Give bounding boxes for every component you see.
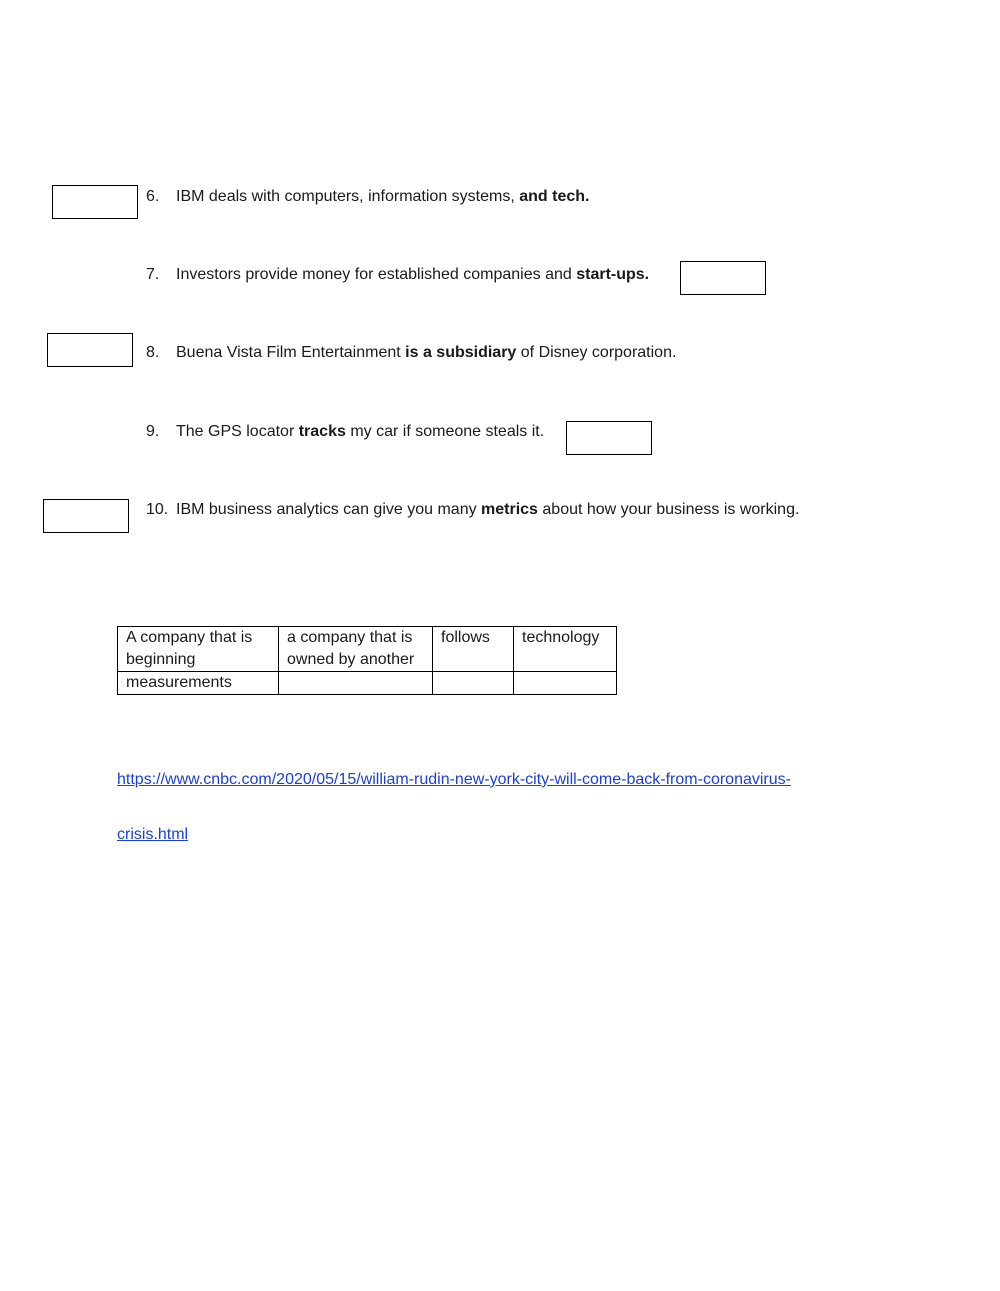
question-6 [146, 187, 589, 207]
table-cell [433, 672, 514, 695]
question-text-end: my car if someone steals it. [345, 423, 545, 440]
table-cell: a company that is owned by another [279, 627, 433, 672]
question-number: 8. [146, 344, 160, 361]
question-number: 10. [146, 501, 169, 518]
question-number: 9. [146, 423, 160, 440]
question-keyword: start-ups. [576, 266, 650, 283]
table-cell: A company that is beginning [118, 627, 279, 672]
question-keyword: metrics [481, 501, 538, 518]
answer-box-6[interactable] [52, 185, 138, 219]
question-keyword: tracks [298, 423, 346, 440]
article-link-line-1[interactable]: https://www.cnbc.com/2020/05/15/william-rudin-new-york-city-will-come-back-from-coronavirus- [117, 771, 791, 788]
question-text: IBM business analytics can give you many [176, 501, 482, 518]
table-cell [514, 672, 617, 695]
word-bank-table [117, 626, 617, 695]
answer-box-7[interactable] [680, 261, 766, 295]
table-row [118, 627, 617, 672]
question-8 [146, 343, 676, 363]
question-10 [146, 500, 799, 520]
question-keyword: is a subsidiary [405, 344, 517, 361]
question-text-end: about how your business is working. [537, 501, 800, 518]
answer-box-8[interactable] [47, 333, 133, 367]
question-number: 6. [146, 188, 160, 205]
question-7 [146, 265, 649, 285]
question-text-end: of Disney corporation. [516, 344, 677, 361]
question-number: 7. [146, 266, 160, 283]
question-9 [146, 422, 544, 442]
table-cell: technology [514, 627, 617, 672]
question-text: IBM deals with computers, information systems, [176, 188, 520, 205]
table-cell [279, 672, 433, 695]
question-keyword: and tech. [519, 188, 590, 205]
question-text: Investors provide money for established companies and [176, 266, 577, 283]
question-text: The GPS locator [176, 423, 299, 440]
table-cell: follows [433, 627, 514, 672]
answer-box-10[interactable] [43, 499, 129, 533]
answer-box-9[interactable] [566, 421, 652, 455]
article-link-line-2[interactable]: crisis.html [117, 826, 189, 843]
table-row [118, 672, 617, 695]
question-text: Buena Vista Film Entertainment [176, 344, 406, 361]
table-cell: measurements [118, 672, 279, 695]
